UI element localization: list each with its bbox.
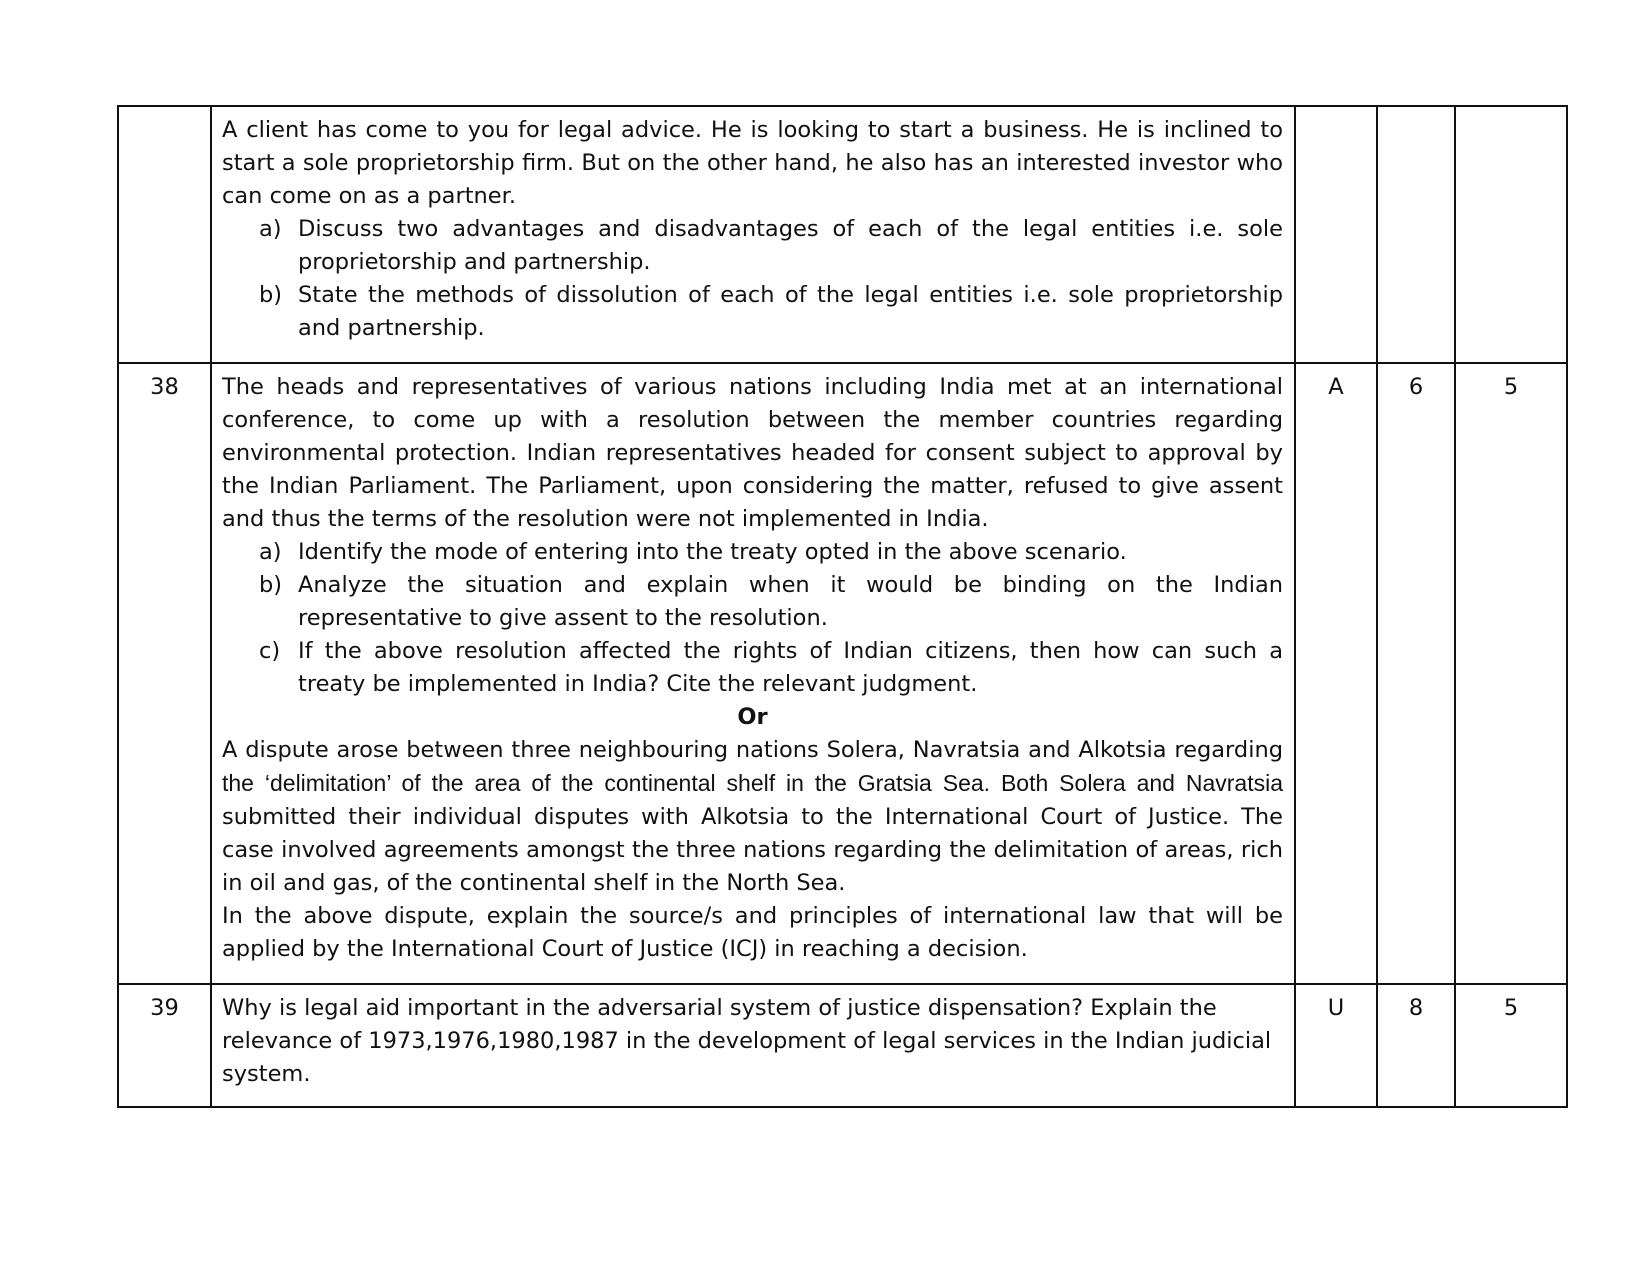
- question-text: [211, 363, 1295, 984]
- sub-question-text: State the methods of dissolution of each of the legal entities i.e. sole proprietorship and partnership.: [298, 282, 1283, 341]
- sub-question-text: Analyze the situation and explain when it would be binding on the Indian representative to give assent to the resolution.: [298, 572, 1283, 631]
- alternative-question-line-3: submitted their individual disputes with Alkotsia to the International Court of Justice. The case involved agreements amongst the three nations regarding the delimitation of areas, rich in oil and gas, of the continental shelf in the North Sea.: [222, 804, 1283, 896]
- question-text: [211, 984, 1295, 1107]
- sub-question-label: b): [259, 572, 283, 598]
- alternative-question-line-1: A dispute arose between three neighbouring nations Solera, Navratsia and Alkotsia regarding: [222, 737, 1283, 763]
- marks: 5: [1455, 984, 1567, 1107]
- sub-question-label: a): [259, 539, 282, 565]
- sub-question: [222, 279, 1283, 345]
- cognitive-level: A: [1295, 363, 1377, 984]
- sub-question: [222, 536, 1283, 569]
- cognitive-level: U: [1295, 984, 1377, 1107]
- question-paragraph: A client has come to you for legal advice. He is looking to start a business. He is inclined to start a sole proprietorship firm. But on the other hand, he also has an interested investor who can come on as a partner.: [222, 117, 1283, 209]
- or-separator: Or: [737, 704, 768, 730]
- sub-question-label: b): [259, 282, 283, 308]
- marks: 5: [1455, 363, 1567, 984]
- unit-number: [1377, 106, 1455, 363]
- marks: [1455, 106, 1567, 363]
- sub-question-label: a): [259, 216, 282, 242]
- sub-question-text: Discuss two advantages and disadvantages of each of the legal entities i.e. sole proprietorship and partnership.: [298, 216, 1283, 275]
- sub-question: [222, 569, 1283, 635]
- cognitive-level: [1295, 106, 1377, 363]
- sub-question-text: If the above resolution affected the rights of Indian citizens, then how can such a treaty be implemented in India? Cite the relevant judgment.: [298, 638, 1283, 697]
- sub-question-label: c): [259, 638, 281, 664]
- unit-number: 6: [1377, 363, 1455, 984]
- alternative-question-paragraph: [222, 734, 1283, 900]
- question-text: [211, 106, 1295, 363]
- table-row: [118, 984, 1567, 1107]
- sub-question: [222, 213, 1283, 279]
- sub-question: [222, 635, 1283, 701]
- table-row: [118, 106, 1567, 363]
- table-row: [118, 363, 1567, 984]
- question-paragraph: Why is legal aid important in the adversarial system of justice dispensation? Explain the relevance of 1973,1976,1980,1987 in the development of legal services in the Indian judicial system.: [222, 995, 1272, 1087]
- question-paragraph: The heads and representatives of various nations including India met at an international conference, to come up with a resolution between the member countries regarding environmental protection. Indian representatives headed for consent subject to approval by the Indian Parliament. The Parliament, upon considering the matter, refused to give assent and thus the terms of the resolution were not implemented in India.: [222, 374, 1283, 532]
- unit-number: 8: [1377, 984, 1455, 1107]
- question-number: 38: [118, 363, 211, 984]
- sub-question-text: Identify the mode of entering into the treaty opted in the above scenario.: [298, 539, 1127, 565]
- question-table: [117, 105, 1568, 1108]
- alternative-question-prompt: In the above dispute, explain the source/s and principles of international law that will be applied by the International Court of Justice (ICJ) in reaching a decision.: [222, 903, 1283, 962]
- question-number: [118, 106, 211, 363]
- question-number: 39: [118, 984, 211, 1107]
- alternative-question-line-2: the ‘delimitation’ of the area of the continental shelf in the Gratsia Sea. Both Solera and Navratsia: [222, 770, 1283, 796]
